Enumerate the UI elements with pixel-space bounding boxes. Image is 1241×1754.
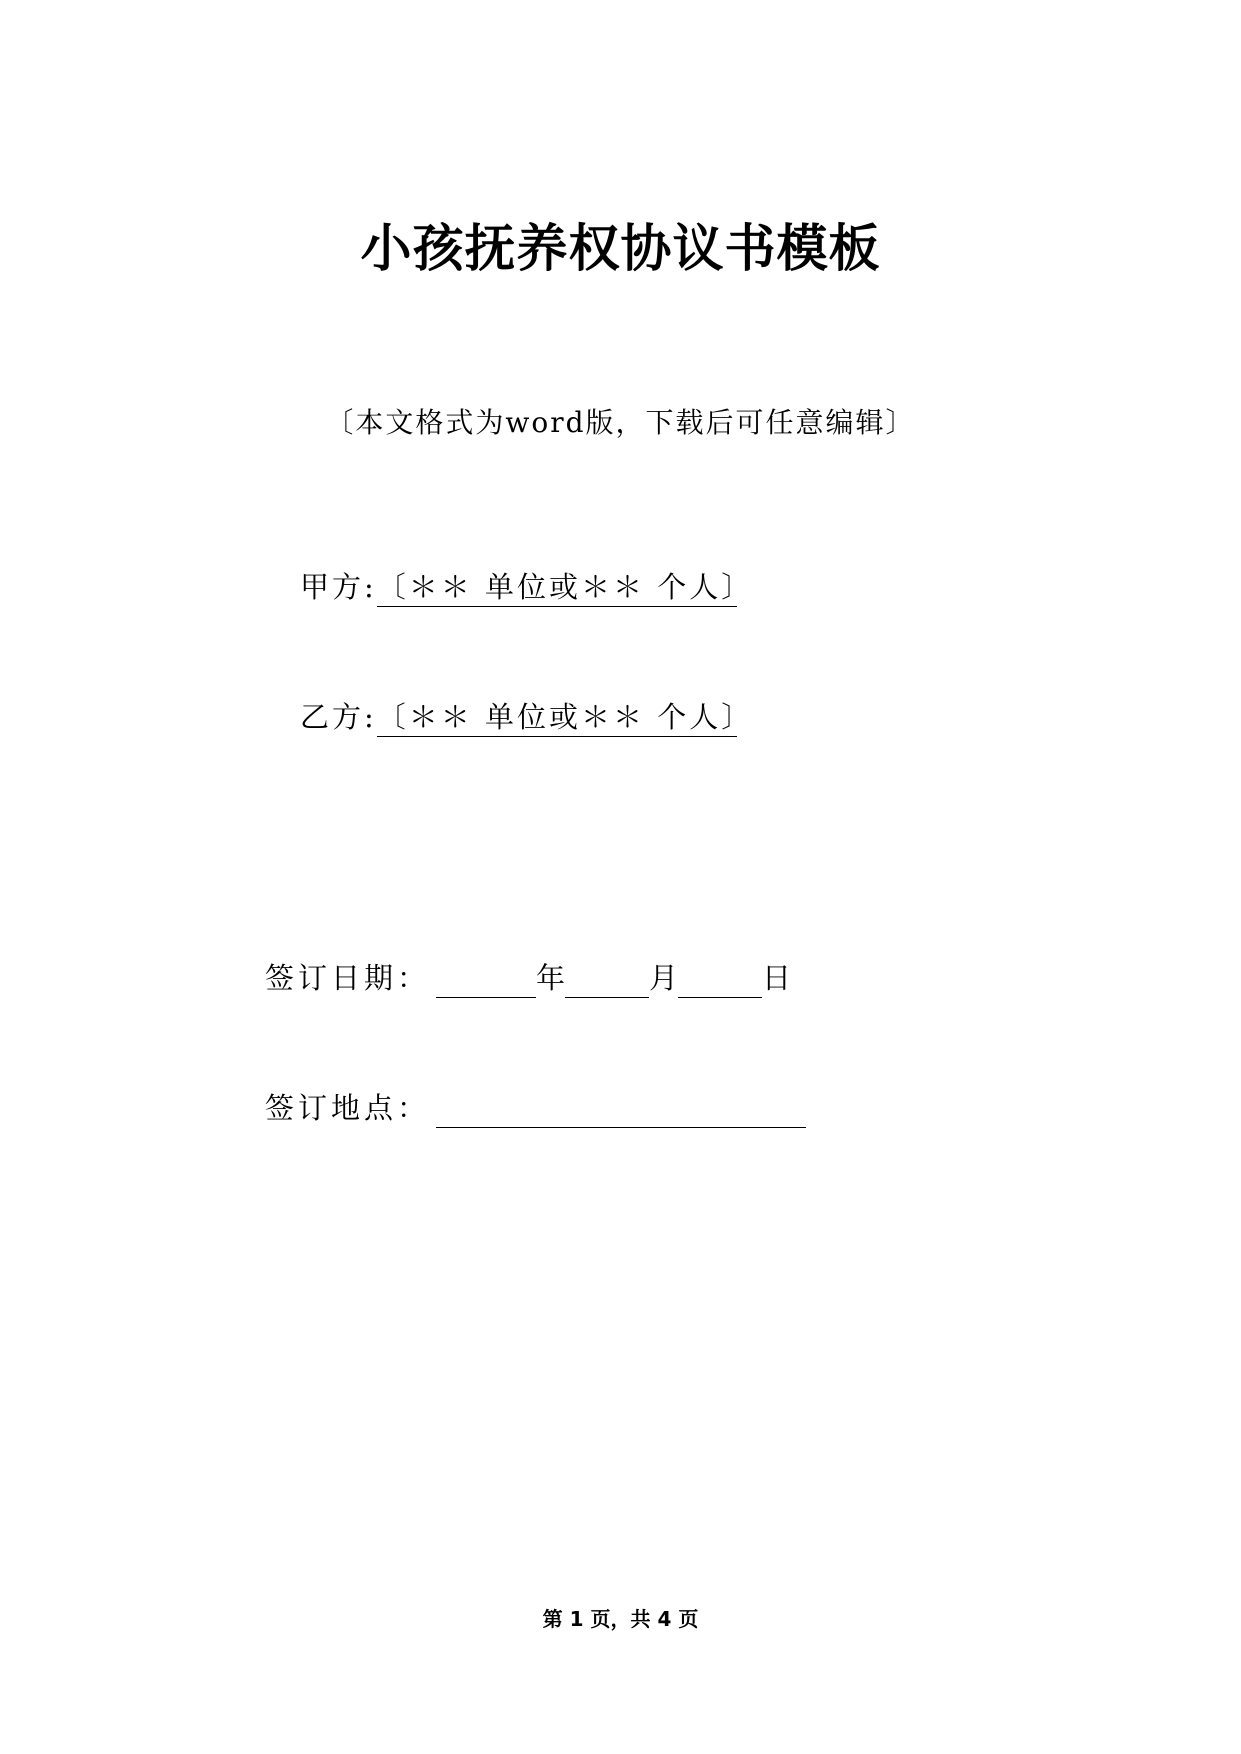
year-blank — [436, 963, 536, 998]
day-unit: 日 — [762, 961, 792, 995]
format-note: 〔本文格式为word版，下载后可任意编辑〕 — [325, 406, 916, 439]
page-number: 第 1 页，共 4 页 — [542, 1607, 699, 1631]
month-blank — [565, 963, 649, 998]
party-a-value: 〔＊＊ 单位或＊＊ 个人〕 — [377, 568, 737, 607]
party-b-label: 乙方: — [300, 700, 377, 734]
place-blank — [436, 1093, 806, 1128]
day-blank — [678, 963, 762, 998]
party-b-value: 〔＊＊ 单位或＊＊ 个人〕 — [377, 698, 737, 737]
party-a-label: 甲方: — [300, 570, 377, 604]
document-title: 小孩抚养权协议书模板 — [360, 220, 881, 279]
signing-place-label: 签订地点： — [265, 1091, 431, 1125]
signing-place-line — [265, 1088, 806, 1128]
signing-date-label: 签订日期： — [265, 961, 431, 995]
party-b-line — [300, 697, 754, 737]
party-a-line — [300, 567, 754, 607]
year-unit: 年 — [536, 961, 566, 995]
month-unit: 月 — [649, 961, 679, 995]
signing-date-line — [265, 958, 791, 998]
